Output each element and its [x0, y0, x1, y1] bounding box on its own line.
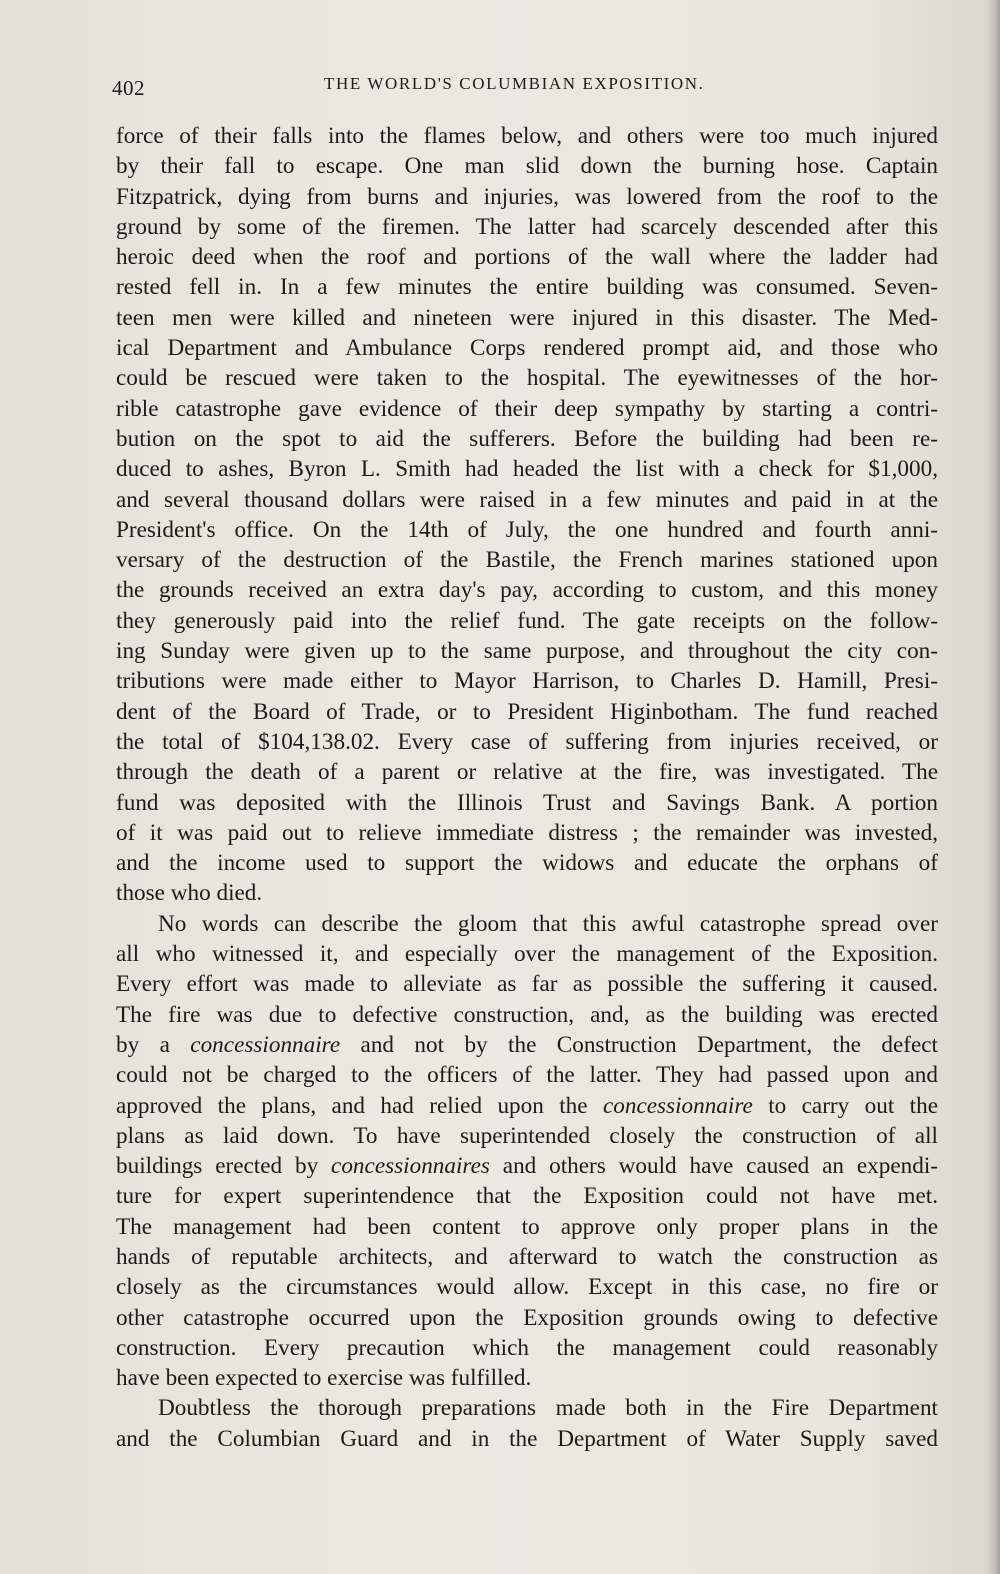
- body-text: [116, 121, 938, 1454]
- text-line: could be rescued were taken to the hospital. The eyewitnesses of the hor-: [116, 365, 938, 392]
- text-line: Every effort was made to alleviate as far as possible the suffering it caused.: [116, 971, 938, 998]
- text-line: construction. Every precaution which the management could reasonably: [116, 1334, 938, 1361]
- text-line: plans as laid down. To have superintended closely the construction of all: [116, 1122, 938, 1149]
- text-line: versary of the destruction of the Bastile, the French marines stationed upon: [116, 547, 938, 574]
- text-line: they generously paid into the relief fund. The gate receipts on the follow-: [116, 607, 938, 634]
- text-line: duced to ashes, Byron L. Smith had headed the list with a check for $1,000,: [116, 456, 938, 483]
- text-line: rested fell in. In a few minutes the entire building was consumed. Seven-: [116, 274, 938, 301]
- text-line: tributions were made either to Mayor Harrison, to Charles D. Hamill, Presi-: [116, 668, 938, 695]
- text-line: by their fall to escape. One man slid down the burning hose. Captain: [116, 153, 938, 180]
- text-line: fund was deposited with the Illinois Trust and Savings Bank. A portion: [116, 789, 938, 816]
- text-line: rible catastrophe gave evidence of their deep sympathy by starting a contri-: [116, 395, 938, 422]
- page-number: 402: [112, 76, 145, 100]
- text-line: and the income used to support the widows and educate the orphans of: [116, 850, 938, 877]
- text-line: other catastrophe occurred upon the Exposition grounds owing to defective: [116, 1304, 938, 1331]
- text-line: The fire was due to defective construction, and, as the building was erected: [116, 1001, 938, 1028]
- text-line: Doubtless the thorough preparations made both in the Fire Department: [158, 1395, 938, 1422]
- text-line: by a concessionnaire and not by the Construction Department, the defect: [116, 1031, 938, 1058]
- text-line: force of their falls into the flames below, and others were too much injured: [116, 123, 938, 149]
- text-line: of it was paid out to relieve immediate distress ; the remainder was invested,: [116, 819, 938, 846]
- text-line: ture for expert superintendence that the Exposition could not have met.: [116, 1183, 938, 1210]
- text-line: teen men were killed and nineteen were injured in this disaster. The Med-: [116, 304, 938, 331]
- text-line: and the Columbian Guard and in the Department of Water Supply saved: [116, 1425, 938, 1452]
- text-line: closely as the circumstances would allow. Except in this case, no fire or: [116, 1274, 938, 1301]
- text-line: the grounds received an extra day's pay, according to custom, and this money: [116, 577, 938, 604]
- running-title: THE WORLD'S COLUMBIAN EXPOSITION.: [324, 74, 705, 93]
- paragraph: [116, 121, 938, 909]
- text-line: through the death of a parent or relative at the fire, was investigated. The: [116, 759, 938, 786]
- text-line: bution on the spot to aid the sufferers. Before the building had been re-: [116, 425, 938, 452]
- text-line: Fitzpatrick, dying from burns and injuries, was lowered from the roof to the: [116, 183, 938, 210]
- text-line: have been expected to exercise was fulfilled.: [116, 1365, 532, 1392]
- text-line: hands of reputable architects, and afterward to watch the construction as: [116, 1243, 938, 1270]
- text-line: President's office. On the 14th of July, the one hundred and fourth anni-: [116, 516, 938, 543]
- text-line: those who died.: [116, 880, 263, 907]
- text-line: The management had been content to approve only proper plans in the: [116, 1213, 938, 1240]
- text-line: No words can describe the gloom that this awful catastrophe spread over: [158, 910, 938, 937]
- paragraph: [116, 1393, 938, 1454]
- text-line: ing Sunday were given up to the same purpose, and throughout the city con-: [116, 638, 938, 665]
- text-line: ground by some of the firemen. The latter had scarcely descended after this: [116, 213, 938, 240]
- text-line: heroic deed when the roof and portions of the wall where the ladder had: [116, 244, 938, 271]
- text-line: ical Department and Ambulance Corps rendered prompt aid, and those who: [116, 335, 938, 362]
- paragraph: [116, 909, 938, 1394]
- text-line: all who witnessed it, and especially over the management of the Exposition.: [116, 941, 938, 968]
- running-header: [112, 66, 942, 100]
- text-line: could not be charged to the officers of the latter. They had passed upon and: [116, 1062, 938, 1089]
- text-line: dent of the Board of Trade, or to President Higinbotham. The fund reached: [116, 698, 938, 725]
- text-line: buildings erected by concessionnaires and others would have caused an expendi-: [116, 1153, 938, 1180]
- text-line: and several thousand dollars were raised in a few minutes and paid in at the: [116, 486, 938, 513]
- text-line: approved the plans, and had relied upon the concessionnaire to carry out the: [116, 1092, 938, 1119]
- page-edge-shadow: [986, 0, 1000, 1574]
- text-line: the total of $104,138.02. Every case of suffering from injuries received, or: [116, 728, 938, 755]
